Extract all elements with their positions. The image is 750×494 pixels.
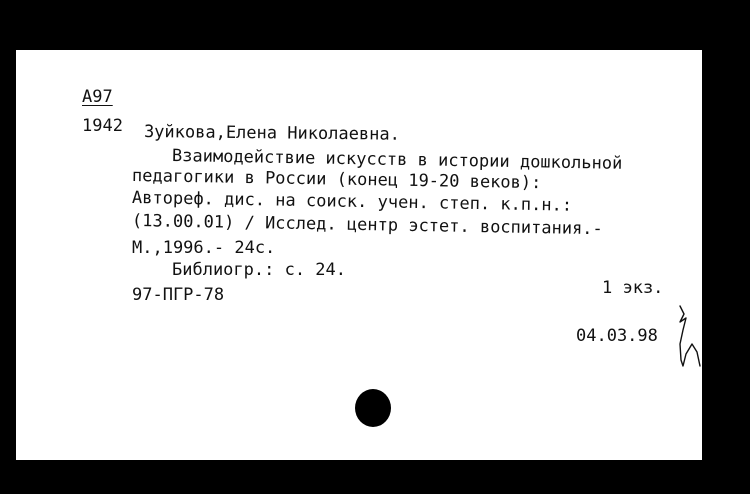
card-date: 04.03.98 — [576, 326, 658, 346]
title-line: Автореф. дис. на соиск. учен. степ. к.п.н.: — [131, 188, 573, 216]
title-line: педагогики в России (конец 19-20 веков): — [131, 166, 542, 194]
title-line: Взаимодействие искусств в истории дошкольной — [171, 146, 623, 174]
publication-year: 1942 — [82, 116, 123, 136]
title-line: М.,1996.- 24с. — [132, 238, 276, 258]
copy-count: 1 экз. — [602, 278, 664, 298]
title-line: (13.00.01) / Исслед. центр эстет. воспитания.- — [131, 211, 603, 240]
catalog-card — [16, 50, 702, 460]
punch-hole — [355, 389, 391, 427]
perforation-dots — [24, 47, 694, 51]
bibliography-note: Библиогр.: с. 24. — [172, 260, 346, 280]
inventory-number: 97-ПГР-78 — [132, 285, 225, 305]
handwritten-signature — [674, 304, 702, 370]
author-heading: Зуйкова,Елена Николаевна. — [143, 122, 400, 145]
shelfmark: А97 — [82, 87, 113, 107]
